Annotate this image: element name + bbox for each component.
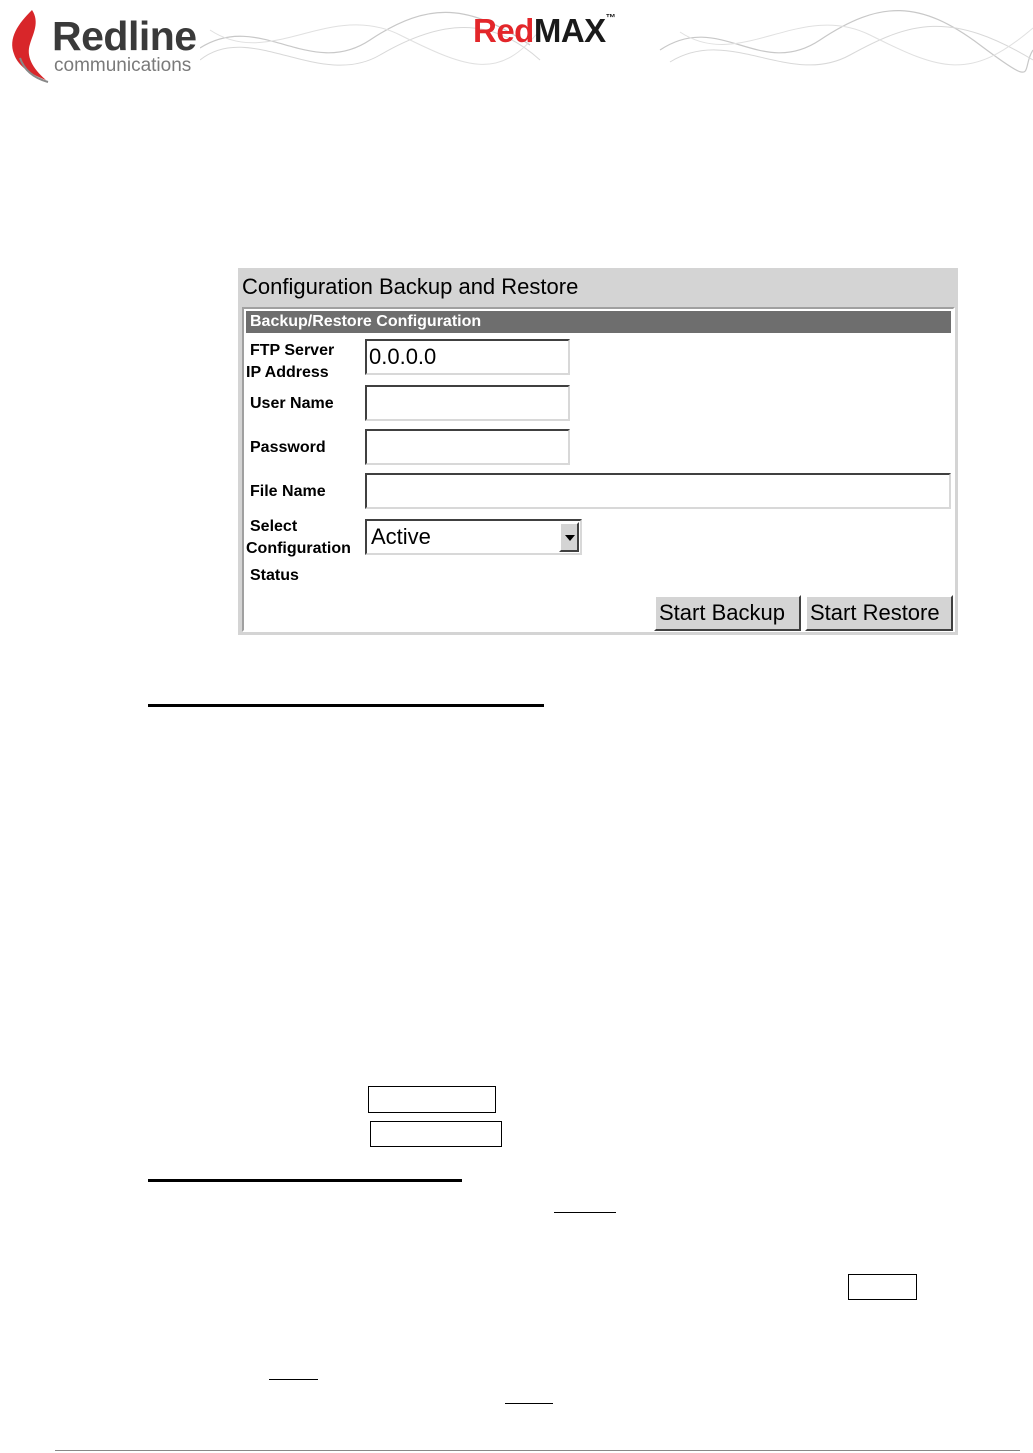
redline-logo [6,8,216,86]
page-header [0,0,1033,90]
ftp-server-label-line1: FTP Server [250,342,335,359]
ftp-server-ip-input[interactable]: 0.0.0.0 [365,339,570,375]
section-header: Backup/Restore Configuration [246,311,951,333]
underline-mark-1 [554,1212,616,1213]
configuration-select-value: Active [371,524,431,549]
status-label: Status [250,567,299,584]
product-name-red: Red [473,12,534,49]
start-restore-button[interactable]: Start Restore [805,595,953,631]
redline-swoosh-icon [6,8,52,84]
file-name-input[interactable] [365,473,951,509]
underline-mark-2 [269,1379,318,1380]
underline-mark-3 [505,1403,553,1404]
section-rule-1 [148,704,544,707]
trademark-mark: ™ [605,13,616,24]
ftp-server-label-line2: IP Address [246,364,329,381]
file-name-label: File Name [250,483,326,500]
start-backup-button[interactable]: Start Backup [654,595,801,631]
footer-rule [55,1450,1020,1451]
chevron-down-icon[interactable] [559,522,579,552]
redmax-logo [473,14,615,47]
brand-subtitle: communications [54,55,192,76]
product-name-dark: MAX [533,12,606,49]
backup-restore-form [242,307,955,632]
user-name-label: User Name [250,395,334,412]
password-input[interactable] [365,429,570,465]
configuration-select[interactable] [365,519,582,555]
user-name-input[interactable] [365,385,570,421]
brand-name: Redline [52,13,197,59]
password-label: Password [250,439,326,456]
wave-decoration [200,0,1033,90]
section-rule-2 [148,1179,462,1182]
inline-box-2 [370,1121,502,1147]
panel-title: Configuration Backup and Restore [242,274,579,299]
select-config-label-line1: Select [250,518,298,535]
select-config-label-line2: Configuration [246,540,351,557]
backup-restore-panel [238,268,958,635]
inline-box-1 [368,1086,496,1113]
inline-box-3 [848,1274,917,1300]
